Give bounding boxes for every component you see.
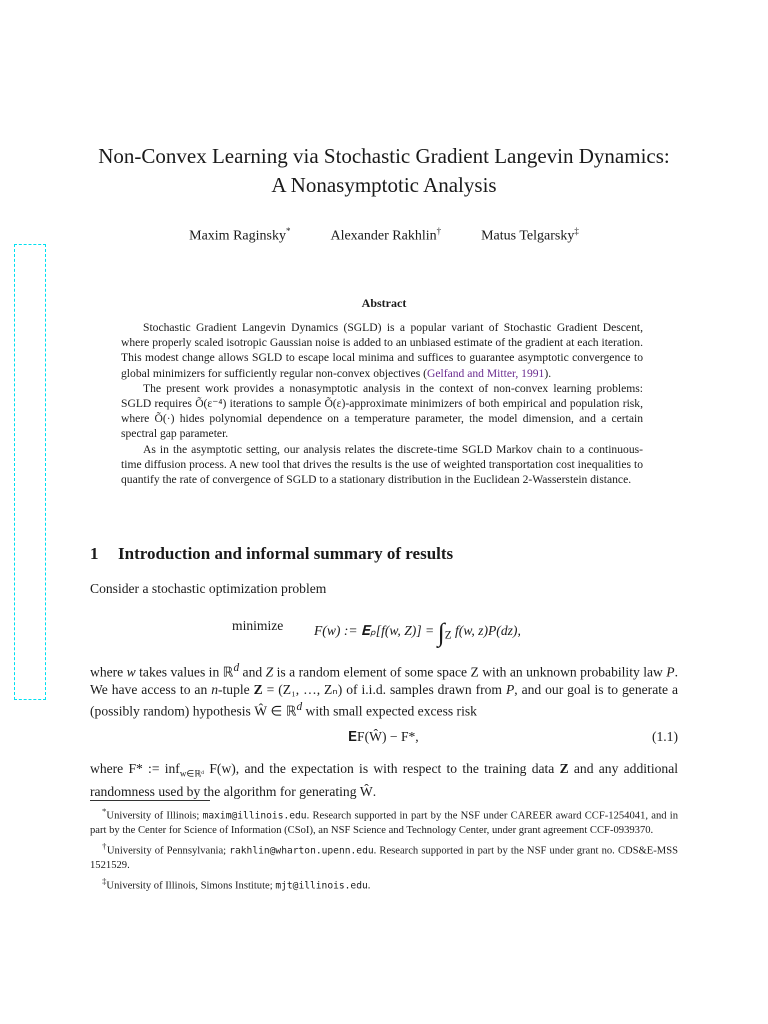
footnote: ‡University of Illinois, Simons Institute; mjt@illinois.edu. bbox=[102, 876, 371, 892]
author: Matus Telgarsky‡ bbox=[481, 226, 579, 244]
abstract-paragraph: As in the asymptotic setting, our analysis relates the discrete-time SGLD Markov chain to a continuous-time diffusion process. A new tool that drives the results is the use of weighted transportation cost inequalities to quantify the rate of convergence of SGLD to a stationary distribution in the Euclidean 2-Wasserstein distance. bbox=[121, 442, 643, 487]
paper-page: Non-Convex Learning via Stochastic Gradient Langevin Dynamics: A Nonasymptotic Analysis Maxim Raginsky* Alexander Rakhlin† Matus Telgarsky‡ Abstract Stochastic Gradient Langevin Dynamics (SGLD) is a popular variant of Stochastic Gradient Descent, where properly scaled isotropic Gaussian noise is added to an unbiased estimate of the gradient at each iteration. This modest change allows SGLD to escape local minima and suffices to guarantee asymptotic convergence to global minimizers for sufficiently regular non-convex objectives (Gelfand and Mitter, 1991). The present work provides a nonasymptotic analysis in the context of non-convex learning problems: SGLD requires Õ(ε⁻⁴) iterations to sample Õ(ε)-approximate minimizers of both empirical and population risk, where Õ(·) hides polynomial dependence on a temperature parameter, the model dimension, and a certain spectral gap parameter. As in the asymptotic setting, our analysis relates the discrete-time SGLD Markov chain to a continuous-time diffusion process. A new tool that drives the results is the use of weighted transportation cost inequalities to quantify the rate of convergence of SGLD to a stationary distribution in the Euclidean 2-Wasserstein distance. 1 Introduction and informal summary of results Consider a stochastic optimization problem minimize F(w) := 𝐄ₚ[f(w, $Z)] = \int_Z$ f(w, z)P(dz), where w takes values in ℝ$^d$ and Z is a random element of some space Z with an unknown probability law P. We have access to an n-tuple Z = (Z₁, …, Zₙ) of i.i.d. samples drawn from P, and our goal is to generate a (possibly random) hypothesis Ŵ ∈ ℝ$^d$ with small expected excess risk 𝐄F(Ŵ) − F*, (1.1) where F* := inf$_{w\in ℝᵈ}$ F(w), and the expectation is with respect to the training data Z and any additional randomness used by the algorithm for generating Ŵ. *University of Illinois; maxim@illinois.edu. Research supported in part by the NSF under CAREER award CCF-1254041, and in part by the Center for Science of Information (CSoI), an NSF Science and Technology Center, under grant agreement CCF-0939370. †University of Pennsylvania; rakhlin@wharton.upenn.edu. Research supported in part by the NSF under grant no. CDS&E-MSS 1521529. ‡University of Illinois, Simons Institute; mjt@illinois.edu. bbox=[0, 0, 768, 1024]
abstract-body bbox=[121, 320, 643, 487]
margin-selection-box bbox=[14, 244, 46, 700]
section-heading: 1 Introduction and informal summary of results bbox=[90, 544, 454, 563]
email-link[interactable]: rakhlin@wharton.upenn.edu bbox=[229, 845, 374, 857]
author-list bbox=[90, 226, 678, 245]
abstract-heading: Abstract bbox=[361, 296, 407, 310]
paper-title: Non-Convex Learning via Stochastic Gradient Langevin Dynamics: A Nonasymptotic Analysis bbox=[98, 144, 670, 197]
body-paragraph: where F* := inf$_{w\in ℝᵈ}$ F(w), and the expectation is with respect to the training data Z and any additional randomness used by the algorithm for generating Ŵ. bbox=[90, 761, 678, 800]
abstract-paragraph: Stochastic Gradient Langevin Dynamics (SGLD) is a popular variant of Stochastic Gradient Descent, where properly scaled isotropic Gaussian noise is added to an unbiased estimate of the gradient at each iteration. This modest change allows SGLD to escape local minima and suffices to guarantee asymptotic convergence to global minimizers for sufficiently regular non-convex objectives (Gelfand and Mitter, 1991). bbox=[121, 321, 643, 380]
abstract-paragraph: The present work provides a nonasymptotic analysis in the context of non-convex learning problems: SGLD requires Õ(ε⁻⁴) iterations to sample Õ(ε)-approximate minimizers of both empirical and population risk, where Õ(·) hides polynomial dependence on a temperature parameter, the model dimension, and a certain spectral gap parameter. bbox=[121, 381, 643, 441]
footnote-rule bbox=[90, 800, 210, 801]
footnote-mark: ‡ bbox=[574, 226, 579, 236]
footnote-mark: † bbox=[436, 226, 442, 236]
footnotes bbox=[90, 804, 678, 895]
equation-number: (1.1) bbox=[651, 729, 678, 744]
email-link[interactable]: mjt@illinois.edu bbox=[275, 880, 368, 892]
body-paragraph: where w takes values in ℝ$^d$ and Z is a random element of some space Z with an unknown probability law P. We have access to an n-tuple Z = (Z₁, …, Zₙ) of i.i.d. samples drawn from P, and our goal is to generate a (possibly random) hypothesis Ŵ ∈ ℝ$^d$ with small expected excess risk bbox=[90, 662, 679, 719]
author: Alexander Rakhlin† bbox=[330, 226, 442, 244]
footnote: *University of Illinois; maxim@illinois.edu. Research supported in part by the NSF under CAREER award CCF-1254041, and in part by the Center for Science of Information (CSoI), an NSF Science and Technology Center, under grant agreement CCF-0939370. bbox=[90, 806, 678, 837]
footnote: †University of Pennsylvania; rakhlin@wharton.upenn.edu. Research supported in part by the NSF under grant no. CDS&E-MSS 1521529. bbox=[90, 841, 678, 872]
author: Maxim Raginsky* bbox=[189, 226, 291, 244]
footnote-mark: * bbox=[285, 226, 291, 236]
intro-line: Consider a stochastic optimization problem bbox=[90, 581, 327, 596]
citation-link[interactable]: Gelfand and Mitter, 1991 bbox=[426, 366, 545, 380]
email-link[interactable]: maxim@illinois.edu bbox=[202, 810, 307, 822]
